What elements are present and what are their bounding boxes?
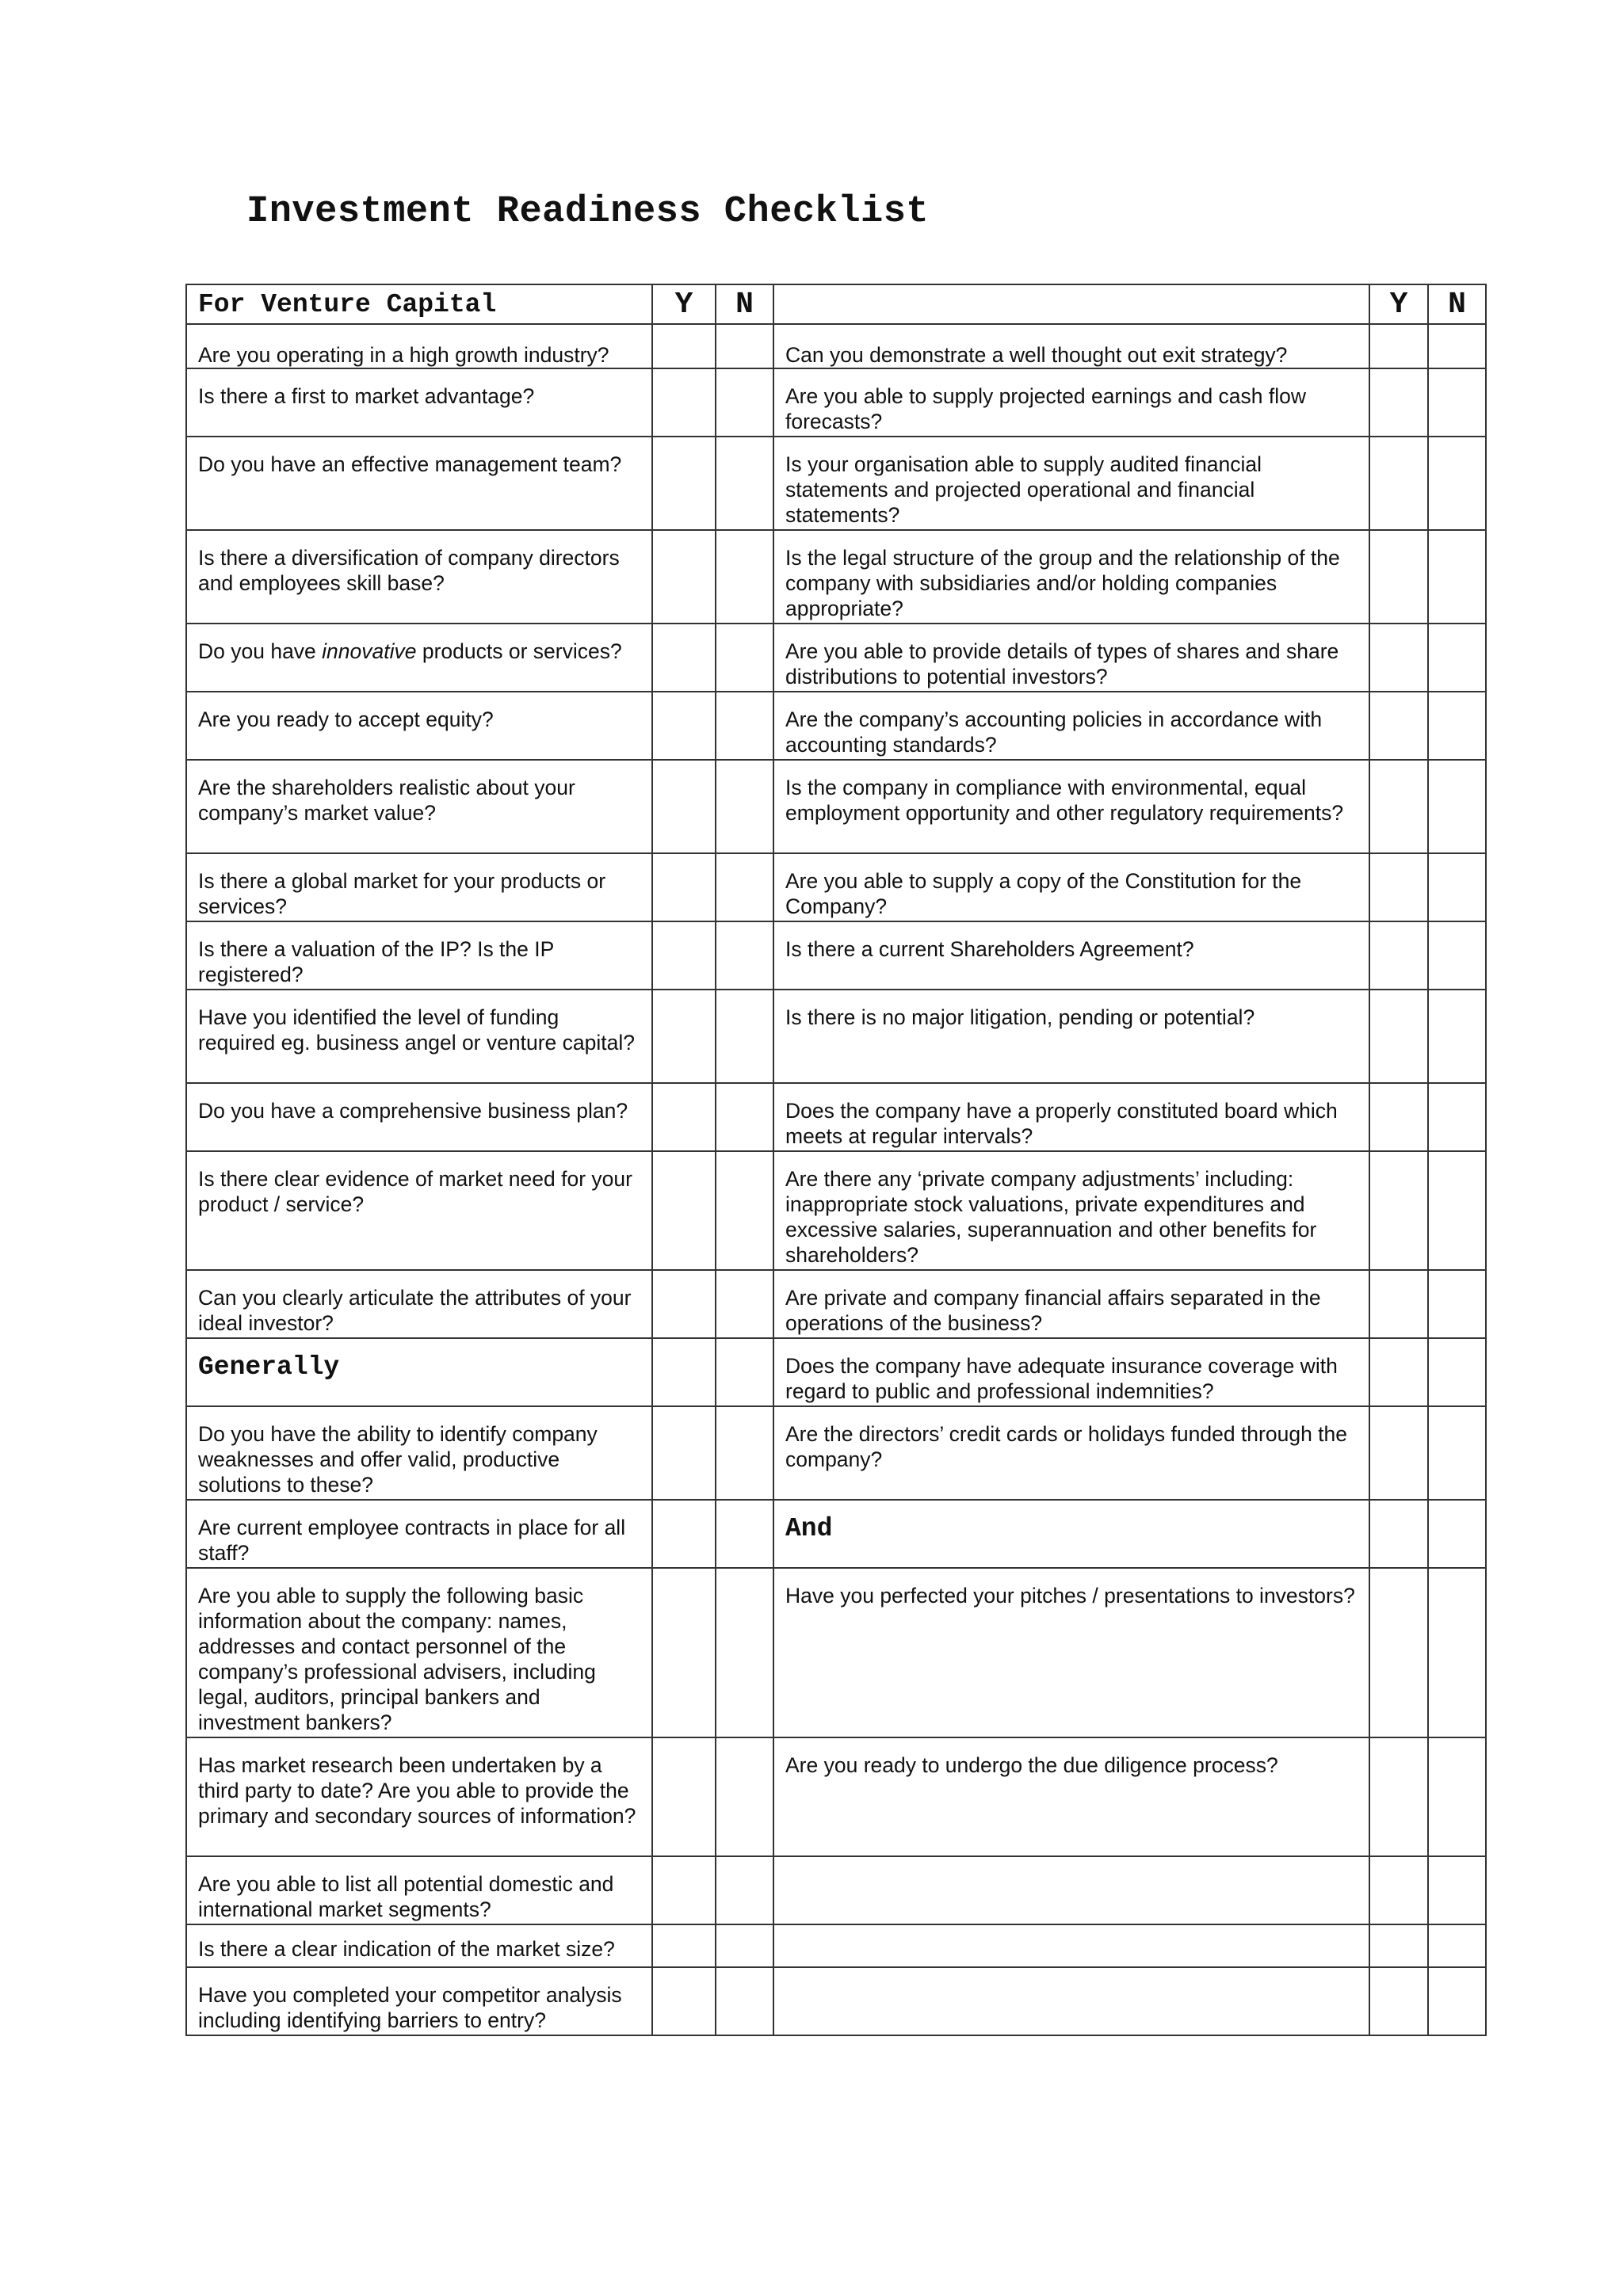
right-column-heading (773, 284, 1369, 324)
right-no-checkbox[interactable] (1428, 324, 1486, 368)
left-yes-checkbox[interactable] (652, 1500, 716, 1568)
right-yes-checkbox[interactable] (1369, 368, 1428, 437)
table-row (186, 624, 1486, 692)
left-no-checkbox[interactable] (716, 1500, 773, 1568)
left-yes-checkbox[interactable] (652, 1151, 716, 1270)
left-no-checkbox[interactable] (716, 368, 773, 437)
right-yes-checkbox[interactable] (1369, 437, 1428, 530)
right-question: Are the directors’ credit cards or holidays funded through the company? (773, 1406, 1369, 1500)
right-question: Can you demonstrate a well thought out exit strategy? (773, 324, 1369, 368)
table-row (186, 853, 1486, 921)
left-question: Is there a valuation of the IP? Is the IP registered? (186, 921, 652, 990)
left-yes-checkbox[interactable] (652, 1568, 716, 1737)
right-yes-checkbox[interactable] (1369, 921, 1428, 990)
left-no-checkbox[interactable] (716, 760, 773, 853)
left-question: Do you have the ability to identify company weaknesses and offer valid, productive solutions to these? (186, 1406, 652, 1500)
left-no-checkbox[interactable] (716, 1338, 773, 1406)
right-no-checkbox[interactable] (1428, 1406, 1486, 1500)
left-no-checkbox[interactable] (716, 324, 773, 368)
left-question: Do you have innovative products or services? (186, 624, 652, 692)
right-no-checkbox[interactable] (1428, 853, 1486, 921)
right-no-checkbox[interactable] (1428, 1083, 1486, 1151)
right-no-checkbox[interactable] (1428, 921, 1486, 990)
right-no-checkbox[interactable] (1428, 1924, 1486, 1967)
left-yes-checkbox[interactable] (652, 1338, 716, 1406)
right-yes-checkbox[interactable] (1369, 990, 1428, 1083)
left-no-checkbox[interactable] (716, 1270, 773, 1338)
left-yes-checkbox[interactable] (652, 1406, 716, 1500)
left-no-checkbox[interactable] (716, 624, 773, 692)
left-question: Are you able to supply the following basic information about the company: names, addresses and contact personnel of the company’s professional advisers, including legal, auditors, principal bankers and investment bankers? (186, 1568, 652, 1737)
left-yes-checkbox[interactable] (652, 921, 716, 990)
right-no-checkbox[interactable] (1428, 530, 1486, 624)
right-question: Is there a current Shareholders Agreement? (773, 921, 1369, 990)
left-question: Have you completed your competitor analysis including identifying barriers to entry? (186, 1967, 652, 2035)
right-no-checkbox[interactable] (1428, 1737, 1486, 1856)
left-question: Do you have a comprehensive business plan? (186, 1083, 652, 1151)
left-yes-checkbox[interactable] (652, 1737, 716, 1856)
right-yes-checkbox[interactable] (1369, 1083, 1428, 1151)
right-question: Is there is no major litigation, pending or potential? (773, 990, 1369, 1083)
right-yes-checkbox[interactable] (1369, 1406, 1428, 1500)
right-yes-checkbox[interactable] (1369, 1856, 1428, 1924)
table-row (186, 760, 1486, 853)
section-heading-generally: Generally (186, 1338, 652, 1406)
right-question: Are you ready to undergo the due diligence process? (773, 1737, 1369, 1856)
right-no-checkbox[interactable] (1428, 368, 1486, 437)
left-yes-checkbox[interactable] (652, 530, 716, 624)
right-question: Have you perfected your pitches / presentations to investors? (773, 1568, 1369, 1737)
left-no-checkbox[interactable] (716, 1856, 773, 1924)
right-question: Are private and company financial affairs separated in the operations of the business? (773, 1270, 1369, 1338)
table-row (186, 1338, 1486, 1406)
table-row (186, 990, 1486, 1083)
table-row (186, 1856, 1486, 1924)
left-yes-checkbox[interactable] (652, 1924, 716, 1967)
right-no-checkbox[interactable] (1428, 692, 1486, 760)
left-yes-checkbox[interactable] (652, 324, 716, 368)
table-row (186, 921, 1486, 990)
left-no-checkbox[interactable] (716, 1083, 773, 1151)
table-row (186, 530, 1486, 624)
right-question: Does the company have a properly constituted board which meets at regular intervals? (773, 1083, 1369, 1151)
right-yes-checkbox[interactable] (1369, 1151, 1428, 1270)
left-question: Are you ready to accept equity? (186, 692, 652, 760)
right-no-checkbox[interactable] (1428, 1151, 1486, 1270)
left-yes-checkbox[interactable] (652, 1270, 716, 1338)
table-row (186, 1083, 1486, 1151)
right-question: Are you able to supply projected earnings and cash flow forecasts? (773, 368, 1369, 437)
right-yes-checkbox[interactable] (1369, 1338, 1428, 1406)
left-no-checkbox[interactable] (716, 1924, 773, 1967)
left-no-checkbox[interactable] (716, 692, 773, 760)
right-yes-checkbox[interactable] (1369, 1568, 1428, 1737)
section-heading-and: And (773, 1500, 1369, 1568)
right-question: Are there any ‘private company adjustments’ including: inappropriate stock valuations, private expenditures and excessive salaries, superannuation and other benefits for shareholders? (773, 1151, 1369, 1270)
left-question: Do you have an effective management team? (186, 437, 652, 530)
right-no-checkbox[interactable] (1428, 760, 1486, 853)
right-question (773, 1924, 1369, 1967)
right-yes-checkbox[interactable] (1369, 530, 1428, 624)
left-no-checkbox[interactable] (716, 990, 773, 1083)
left-no-checkbox[interactable] (716, 921, 773, 990)
left-yes-checkbox[interactable] (652, 1967, 716, 2035)
left-question: Can you clearly articulate the attributes of your ideal investor? (186, 1270, 652, 1338)
table-row (186, 1406, 1486, 1500)
right-yes-checkbox[interactable] (1369, 692, 1428, 760)
right-question: Is your organisation able to supply audited financial statements and projected operational and financial statements? (773, 437, 1369, 530)
emphasis-text: innovative (322, 639, 417, 663)
right-question (773, 1967, 1369, 2035)
left-question: Have you identified the level of funding required eg. business angel or venture capital? (186, 990, 652, 1083)
left-question: Are you able to list all potential domestic and international market segments? (186, 1856, 652, 1924)
left-no-checkbox[interactable] (716, 530, 773, 624)
left-question: Is there a diversification of company directors and employees skill base? (186, 530, 652, 624)
right-no-checkbox[interactable] (1428, 1500, 1486, 1568)
table-row (186, 368, 1486, 437)
left-question: Are you operating in a high growth industry? (186, 324, 652, 368)
right-yes-checkbox[interactable] (1369, 1924, 1428, 1967)
header-row (186, 284, 1486, 324)
left-column-heading: For Venture Capital (186, 284, 652, 324)
right-yes-checkbox[interactable] (1369, 624, 1428, 692)
left-question: Has market research been undertaken by a third party to date? Are you able to provide the primary and secondary sources of information? (186, 1737, 652, 1856)
table-row (186, 1500, 1486, 1568)
left-question: Is there a global market for your products or services? (186, 853, 652, 921)
right-no-checkbox[interactable] (1428, 1967, 1486, 2035)
table-row (186, 1270, 1486, 1338)
right-no-checkbox[interactable] (1428, 1338, 1486, 1406)
page-title: Investment Readiness Checklist (246, 191, 930, 233)
right-yes-checkbox[interactable] (1369, 1270, 1428, 1338)
left-yes-checkbox[interactable] (652, 1083, 716, 1151)
left-question: Is there clear evidence of market need for your product / service? (186, 1151, 652, 1270)
right-question (773, 1856, 1369, 1924)
table-row (186, 1924, 1486, 1967)
left-no-checkbox[interactable] (716, 1737, 773, 1856)
left-yes-checkbox[interactable] (652, 990, 716, 1083)
left-question: Are current employee contracts in place for all staff? (186, 1500, 652, 1568)
left-no-heading: N (716, 284, 773, 324)
right-yes-heading: Y (1369, 284, 1428, 324)
right-question: Are you able to supply a copy of the Constitution for the Company? (773, 853, 1369, 921)
left-question: Is there a first to market advantage? (186, 368, 652, 437)
table-row (186, 324, 1486, 368)
right-yes-checkbox[interactable] (1369, 1967, 1428, 2035)
table-row (186, 692, 1486, 760)
left-no-checkbox[interactable] (716, 437, 773, 530)
left-no-checkbox[interactable] (716, 1406, 773, 1500)
left-no-checkbox[interactable] (716, 1568, 773, 1737)
table-row (186, 1737, 1486, 1856)
table-row (186, 437, 1486, 530)
left-yes-checkbox[interactable] (652, 368, 716, 437)
left-yes-checkbox[interactable] (652, 624, 716, 692)
right-no-checkbox[interactable] (1428, 437, 1486, 530)
right-question: Are the company’s accounting policies in accordance with accounting standards? (773, 692, 1369, 760)
left-yes-checkbox[interactable] (652, 692, 716, 760)
left-question: Is there a clear indication of the market size? (186, 1924, 652, 1967)
right-yes-checkbox[interactable] (1369, 1500, 1428, 1568)
left-no-checkbox[interactable] (716, 1967, 773, 2035)
left-question: Are the shareholders realistic about your company’s market value? (186, 760, 652, 853)
right-no-checkbox[interactable] (1428, 1856, 1486, 1924)
left-yes-checkbox[interactable] (652, 437, 716, 530)
left-yes-heading: Y (652, 284, 716, 324)
right-question: Does the company have adequate insurance coverage with regard to public and professional indemnities? (773, 1338, 1369, 1406)
left-no-checkbox[interactable] (716, 853, 773, 921)
table-row (186, 1967, 1486, 2035)
right-yes-checkbox[interactable] (1369, 853, 1428, 921)
table-row (186, 1151, 1486, 1270)
right-question: Is the legal structure of the group and the relationship of the company with subsidiaries and/or holding companies appropriate? (773, 530, 1369, 624)
right-yes-checkbox[interactable] (1369, 324, 1428, 368)
checklist-table (185, 284, 1487, 2036)
left-yes-checkbox[interactable] (652, 1856, 716, 1924)
right-yes-checkbox[interactable] (1369, 1737, 1428, 1856)
left-yes-checkbox[interactable] (652, 760, 716, 853)
table-row (186, 1568, 1486, 1737)
left-no-checkbox[interactable] (716, 1151, 773, 1270)
right-no-checkbox[interactable] (1428, 1270, 1486, 1338)
left-yes-checkbox[interactable] (652, 853, 716, 921)
right-question: Is the company in compliance with environmental, equal employment opportunity and other regulatory requirements? (773, 760, 1369, 853)
right-no-checkbox[interactable] (1428, 1568, 1486, 1737)
right-no-heading: N (1428, 284, 1486, 324)
right-no-checkbox[interactable] (1428, 990, 1486, 1083)
right-question: Are you able to provide details of types of shares and share distributions to potential investors? (773, 624, 1369, 692)
right-no-checkbox[interactable] (1428, 624, 1486, 692)
right-yes-checkbox[interactable] (1369, 760, 1428, 853)
